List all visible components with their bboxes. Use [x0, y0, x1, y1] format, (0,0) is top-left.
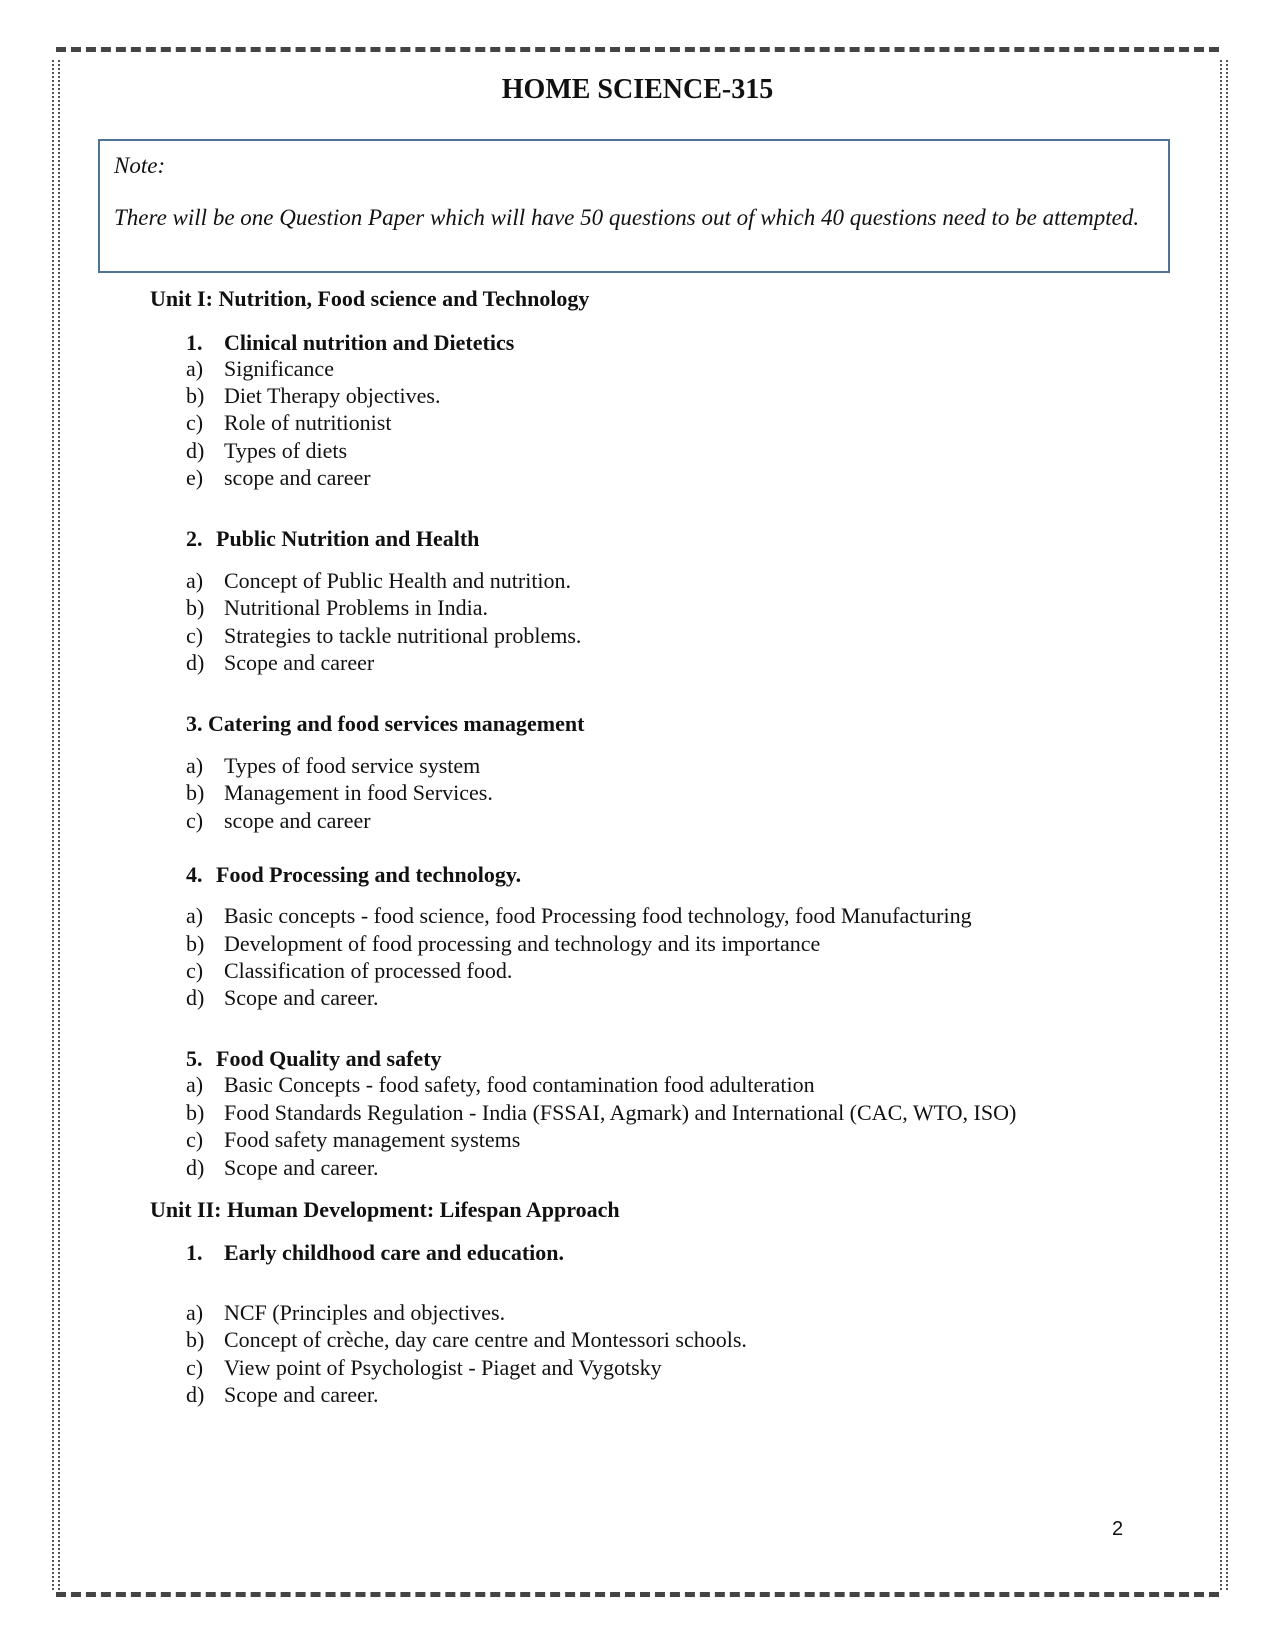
- list-item: [186, 1355, 662, 1381]
- item-text: Strategies to tackle nutritional problems.: [224, 623, 582, 648]
- section-heading: [186, 1046, 442, 1072]
- item-text: Concept of crèche, day care centre and Montessori schools.: [224, 1327, 747, 1352]
- list-item: [186, 1072, 815, 1098]
- item-text: scope and career: [224, 465, 371, 490]
- item-text: Role of nutritionist: [224, 410, 392, 435]
- item-text: Scope and career.: [224, 1155, 379, 1180]
- item-letter: c): [186, 1355, 204, 1380]
- item-text: Development of food processing and technology and its importance: [224, 931, 821, 956]
- item-letter: b): [186, 383, 205, 408]
- list-item: [186, 931, 820, 957]
- border-bottom: [56, 1592, 1219, 1604]
- section-number: 4.: [186, 862, 203, 887]
- item-letter: b): [186, 1100, 205, 1125]
- item-text: View point of Psychologist - Piaget and Vygotsky: [224, 1355, 662, 1380]
- list-item: [186, 1155, 379, 1181]
- unit-heading: Unit I: Nutrition, Food science and Technology: [150, 286, 590, 311]
- item-letter: d): [186, 1382, 205, 1407]
- item-letter: a): [186, 1072, 204, 1097]
- list-item: [186, 985, 379, 1011]
- list-item: [186, 1300, 505, 1326]
- item-letter: b): [186, 1327, 205, 1352]
- list-item: [186, 410, 391, 436]
- section-title: Catering and food services management: [208, 711, 585, 736]
- item-text: Management in food Services.: [224, 780, 493, 805]
- item-letter: d): [186, 1155, 205, 1180]
- item-letter: e): [186, 465, 204, 490]
- item-letter: c): [186, 1127, 204, 1152]
- item-text: Food safety management systems: [224, 1127, 521, 1152]
- item-letter: d): [186, 650, 205, 675]
- list-item: [186, 958, 512, 984]
- item-text: NCF (Principles and objectives.: [224, 1300, 506, 1325]
- item-letter: c): [186, 623, 204, 648]
- list-item: [186, 650, 374, 676]
- list-item: [186, 595, 488, 621]
- section-heading: [186, 526, 479, 552]
- section-heading: [186, 1240, 564, 1266]
- item-text: Basic concepts - food science, food Processing food technology, food Manufacturing: [224, 903, 972, 928]
- section-heading: [186, 711, 584, 737]
- item-text: Food Standards Regulation - India (FSSAI, Agmark) and International (CAC, WTO, ISO): [224, 1100, 1017, 1125]
- border-right: [1220, 60, 1228, 1590]
- list-item: [186, 903, 972, 929]
- section-title: Early childhood care and education.: [224, 1240, 565, 1265]
- item-letter: a): [186, 356, 204, 381]
- list-item: [186, 356, 334, 382]
- page-number: 2: [1112, 1518, 1124, 1540]
- item-letter: a): [186, 1300, 204, 1325]
- item-letter: d): [186, 438, 205, 463]
- item-text: Significance: [224, 356, 334, 381]
- item-letter: c): [186, 958, 204, 983]
- list-item: [186, 1382, 379, 1408]
- section-number: 3.: [186, 711, 203, 736]
- page-title: HOME SCIENCE-315: [501, 74, 774, 105]
- list-item: [186, 383, 440, 409]
- list-item: [186, 568, 571, 594]
- section-title: Public Nutrition and Health: [216, 526, 480, 551]
- item-letter: a): [186, 753, 204, 778]
- note-box: [98, 139, 1170, 273]
- item-text: Types of diets: [224, 438, 348, 463]
- item-letter: c): [186, 410, 204, 435]
- section-heading: [186, 862, 521, 888]
- item-text: Classification of processed food.: [224, 958, 513, 983]
- note-text: There will be one Question Paper which will have 50 questions out of which 40 questions need to be attempted.: [114, 205, 1140, 230]
- item-text: Nutritional Problems in India.: [224, 595, 488, 620]
- section-title: Clinical nutrition and Dietetics: [224, 330, 515, 355]
- list-item: [186, 465, 371, 491]
- item-letter: a): [186, 903, 204, 928]
- item-text: Scope and career: [224, 650, 375, 675]
- list-item: [186, 623, 581, 649]
- item-text: Types of food service system: [224, 753, 481, 778]
- list-item: [186, 438, 347, 464]
- section-number: 2.: [186, 526, 203, 551]
- item-letter: d): [186, 985, 205, 1010]
- item-letter: b): [186, 780, 205, 805]
- list-item: [186, 1127, 520, 1153]
- item-text: Diet Therapy objectives.: [224, 383, 441, 408]
- item-text: Scope and career.: [224, 1382, 379, 1407]
- item-text: Concept of Public Health and nutrition.: [224, 568, 572, 593]
- section-title: Food Quality and safety: [216, 1046, 442, 1071]
- list-item: [186, 1100, 1016, 1126]
- note-label: Note:: [114, 153, 166, 178]
- item-text: Basic Concepts - food safety, food contamination food adulteration: [224, 1072, 815, 1097]
- section-heading: [186, 330, 514, 356]
- list-item: [186, 780, 493, 806]
- list-item: [186, 808, 371, 834]
- item-letter: c): [186, 808, 204, 833]
- border-top: [56, 47, 1219, 59]
- section-number: 1.: [186, 1240, 203, 1265]
- border-left: [52, 60, 60, 1590]
- section-title: Food Processing and technology.: [216, 862, 522, 887]
- item-text: Scope and career.: [224, 985, 379, 1010]
- list-item: [186, 753, 480, 779]
- section-number: 5.: [186, 1046, 203, 1071]
- item-text: scope and career: [224, 808, 371, 833]
- list-item: [186, 1327, 747, 1353]
- item-letter: a): [186, 568, 204, 593]
- section-number: 1.: [186, 330, 203, 355]
- unit-heading: Unit II: Human Development: Lifespan Approach: [150, 1197, 620, 1222]
- item-letter: b): [186, 931, 205, 956]
- item-letter: b): [186, 595, 205, 620]
